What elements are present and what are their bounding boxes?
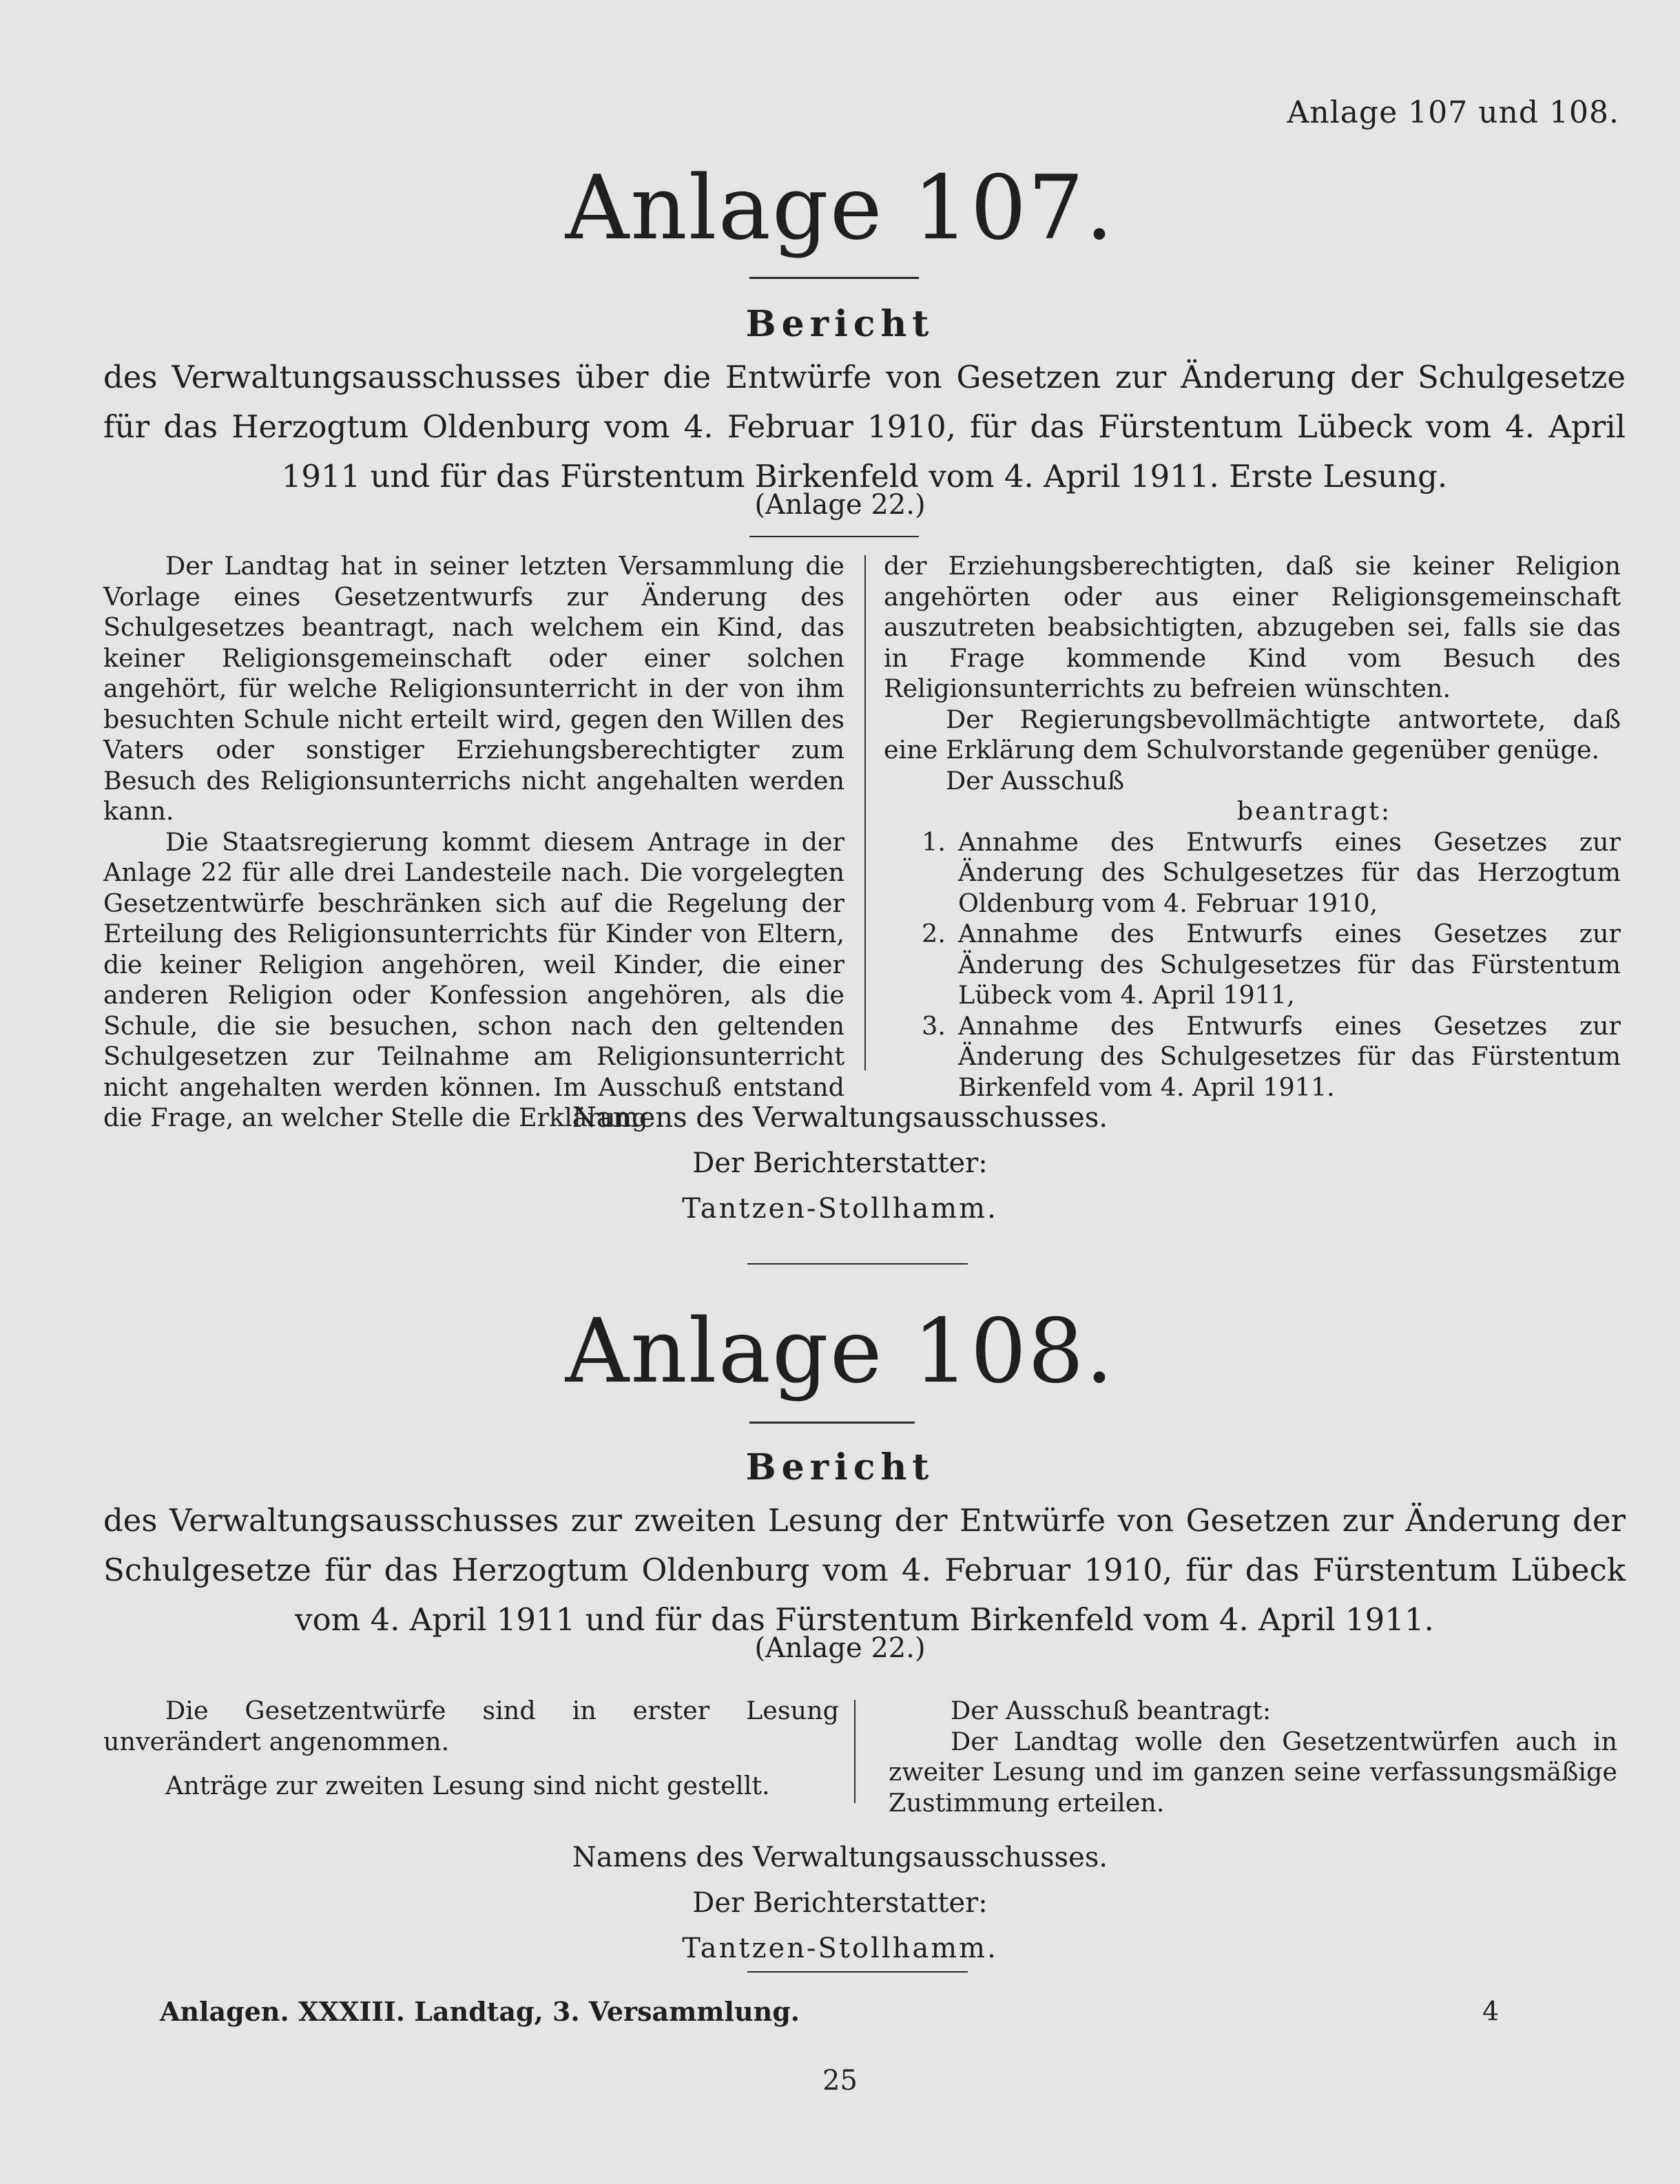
anlage-107-title: Anlage 107. bbox=[565, 157, 1115, 260]
list-number: 1. bbox=[922, 826, 946, 857]
list-number: 3. bbox=[922, 1010, 946, 1041]
motion-list-item bbox=[884, 919, 1621, 1011]
left-column bbox=[103, 1696, 839, 1802]
anlage-107-subtitle: des Verwaltungsausschusses über die Entwürfe von Gesetzen zur Änderung der Schulgesetze für das Herzogtum Oldenburg vom 4. Februar 1910, für das Fürstentum Lübeck vom 4. April 1911 und für das Fürstentum Birkenfeld vom 4. April 1911. Erste Lesung. bbox=[103, 359, 1626, 495]
signature-block bbox=[0, 1835, 1680, 1971]
list-text: Annahme des Entwurfs eines Gesetzes zur Änderung des Schulgesetzes für das Herzogtum Oldenburg vom 4. Februar 1910, bbox=[958, 826, 1621, 918]
paragraph: Der Landtag wolle den Gesetzentwürfen auch in zweiter Lesung und im ganzen seine verfassungsmäßige Zustimmung erteilen. bbox=[889, 1726, 1617, 1818]
paragraph: Der Landtag hat in seiner letzten Versammlung die Vorlage eines Gesetzentwurfs zur Änderung des Schulgesetzes beantragt, nach welchem ein Kind, das keiner Religionsgemeinschaft oder einer solchen angehört, für welche Religionsunterricht in der von ihm besuchten Schule nicht erteilt wird, gegen den Willen des Vaters oder sonstiger Erziehungsberechtigter zum Besuch des Religionsunterrichs nicht angehalten werden kann. bbox=[103, 551, 844, 826]
signature-role: Der Berichterstatter: bbox=[692, 1147, 988, 1179]
separator-rule bbox=[747, 1971, 968, 1973]
right-column bbox=[889, 1696, 1617, 1818]
signature-name: Tantzen-Stollhamm. bbox=[682, 1933, 998, 1964]
right-column bbox=[884, 551, 1621, 1103]
bericht-heading: Bericht bbox=[745, 1446, 935, 1488]
signature-line: Namens des Verwaltungsausschusses. bbox=[572, 1842, 1108, 1873]
motion-list bbox=[884, 827, 1621, 1103]
paragraph: Der Regierungsbevollmächtigte antwortete, daß eine Erklärung dem Schulvorstande gegenüber genüge. bbox=[884, 704, 1621, 765]
column-divider bbox=[854, 1700, 855, 1803]
title-rule bbox=[749, 277, 919, 279]
signature-block bbox=[0, 1095, 1680, 1231]
paragraph: Die Gesetzentwürfe sind in erster Lesung unverändert angenommen. bbox=[103, 1696, 839, 1756]
page-number: 25 bbox=[822, 2065, 858, 2097]
beantragt-label: beantragt: bbox=[1236, 796, 1392, 826]
paragraph: Anträge zur zweiten Lesung sind nicht gestellt. bbox=[165, 1771, 770, 1800]
section-rule bbox=[749, 536, 919, 537]
column-divider bbox=[864, 555, 866, 1070]
list-text: Annahme des Entwurfs eines Gesetzes zur Änderung des Schulgesetzes für das Fürstentum Birkenfeld vom 4. April 1911. bbox=[958, 1010, 1621, 1102]
signature-name: Tantzen-Stollhamm. bbox=[682, 1193, 998, 1225]
signature-role: Der Berichterstatter: bbox=[692, 1887, 988, 1919]
footer-source: Anlagen. XXXIII. Landtag, 3. Versammlung. bbox=[160, 1996, 800, 2027]
anlage-ref: (Anlage 22.) bbox=[754, 489, 926, 521]
bericht-heading: Bericht bbox=[745, 303, 935, 345]
paragraph: der Erziehungsberechtigten, daß sie keiner Religion angehörten oder aus einer Religionsgemeinschaft auszutreten beabsichtigten, abzugeben sei, falls sie das in Frage kommende Kind vom Besuch des Religionsunterrichts zu befreien wünschten. bbox=[884, 551, 1621, 703]
list-number: 2. bbox=[922, 919, 946, 948]
motion-list-item bbox=[884, 827, 1621, 919]
anlage-108-subtitle: des Verwaltungsausschusses zur zweiten Lesung der Entwürfe von Gesetzen zur Änderung der Schulgesetze für das Herzogtum Oldenburg vom 4. Februar 1910, für das Fürstentum Lübeck vom 4. April 1911 und für das Fürstentum Birkenfeld vom 4. April 1911. bbox=[103, 1502, 1626, 1638]
sheet-number: 4 bbox=[1482, 1996, 1500, 2026]
page-reference: Anlage 107 und 108. bbox=[1287, 95, 1619, 130]
paragraph: Der Ausschuß bbox=[946, 765, 1125, 795]
left-column bbox=[103, 551, 844, 1134]
list-text: Annahme des Entwurfs eines Gesetzes zur Änderung des Schulgesetzes für das Fürstentum Lübeck vom 4. April 1911, bbox=[958, 919, 1621, 1010]
title-rule bbox=[749, 1422, 915, 1424]
motion-list-item bbox=[884, 1011, 1621, 1103]
separator-rule bbox=[747, 1263, 968, 1265]
anlage-ref: (Anlage 22.) bbox=[754, 1632, 926, 1664]
paragraph: Die Staatsregierung kommt diesem Antrage in der Anlage 22 für alle drei Landesteile nach. Die vorgelegten Gesetzentwürfe beschränken sich auf die Regelung der Erteilung des Religionsunterrichts für Kinder von Eltern, die keiner Religion angehören, weil Kinder, die einer anderen Religion oder Konfession angehören, als die Schule, die sie besuchen, schon nach den geltenden Schulgesetzen zur Teilnahme am Religionsunterricht nicht angehalten werden können. Im Ausschuß entstand die Frage, an welcher Stelle die Erklärung bbox=[103, 826, 844, 1132]
anlage-108-title: Anlage 108. bbox=[565, 1300, 1115, 1403]
signature-line: Namens des Verwaltungsausschusses. bbox=[572, 1102, 1108, 1134]
paragraph: Der Ausschuß beantragt: bbox=[951, 1696, 1272, 1725]
